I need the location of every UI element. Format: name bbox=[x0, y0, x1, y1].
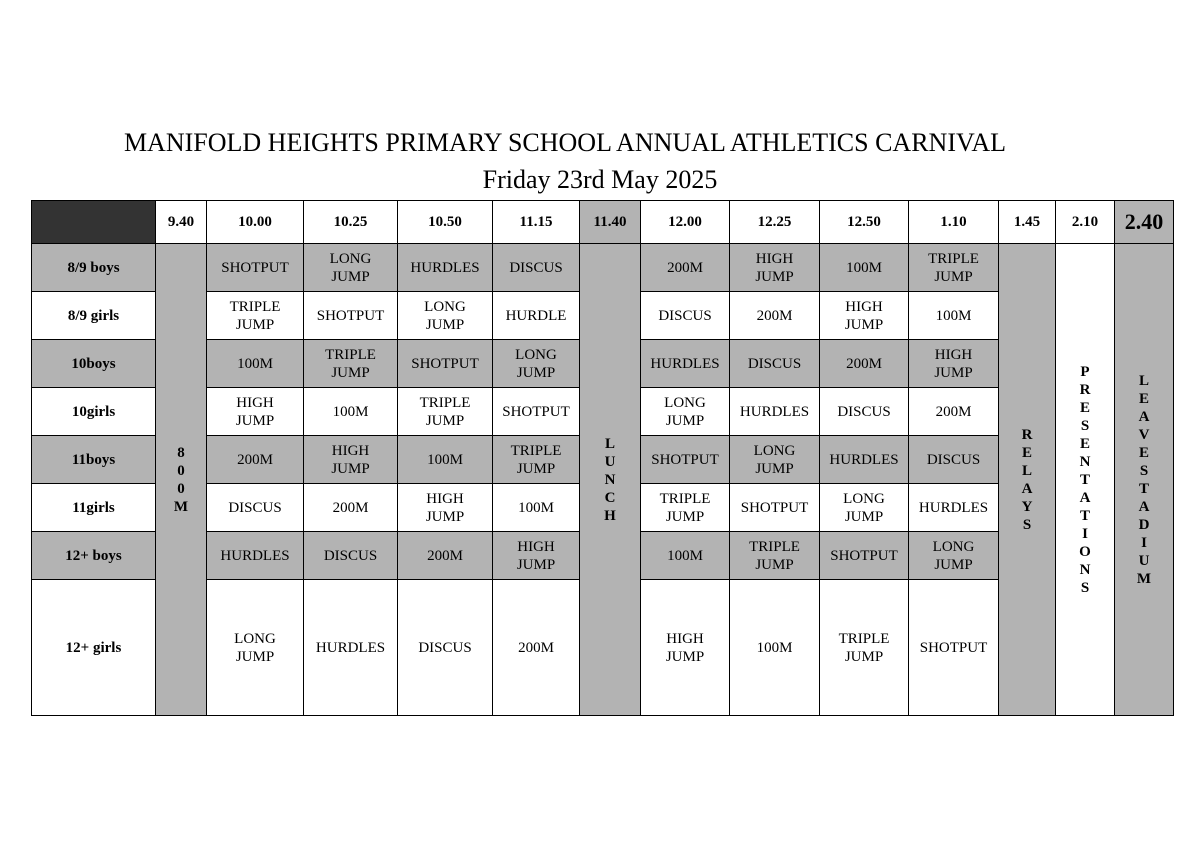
event-cell bbox=[641, 484, 730, 532]
event-cell bbox=[730, 532, 820, 580]
time-header-10-00: 10.00 bbox=[207, 201, 304, 244]
event-cell: SHOTPUT bbox=[641, 436, 730, 484]
event-cell bbox=[909, 340, 999, 388]
event-line: TRIPLE bbox=[510, 442, 562, 459]
event-cell: HURDLES bbox=[207, 532, 304, 580]
event-cell bbox=[820, 580, 909, 716]
group-label-line: 10 bbox=[71, 403, 87, 420]
block-relays-letter: E bbox=[1021, 444, 1032, 461]
block-relays-letter: Y bbox=[1021, 498, 1033, 515]
event-line: JUMP bbox=[516, 556, 556, 573]
group-label bbox=[32, 484, 156, 532]
event-cell bbox=[909, 532, 999, 580]
group-label: 12+ girls bbox=[32, 580, 156, 716]
block-relays-letter: R bbox=[1021, 426, 1033, 443]
block-lunch-letter: H bbox=[604, 507, 616, 524]
block-relays-letter: A bbox=[1021, 480, 1033, 497]
group-label bbox=[32, 388, 156, 436]
event-line: JUMP bbox=[235, 648, 275, 665]
event-cell: 200M bbox=[909, 388, 999, 436]
event-cell: HURDLES bbox=[730, 388, 820, 436]
event-cell: SHOTPUT bbox=[730, 484, 820, 532]
event-line: JUMP bbox=[235, 316, 275, 333]
event-cell bbox=[820, 484, 909, 532]
event-cell bbox=[641, 388, 730, 436]
group-label bbox=[32, 340, 156, 388]
event-line: TRIPLE bbox=[419, 394, 471, 411]
event-cell: 100M bbox=[641, 532, 730, 580]
event-cell: SHOTPUT bbox=[493, 388, 580, 436]
event-cell: HURDLES bbox=[641, 340, 730, 388]
event-line: HIGH bbox=[426, 490, 464, 507]
event-cell bbox=[304, 436, 398, 484]
event-line: LONG bbox=[515, 346, 557, 363]
event-line: LONG bbox=[753, 442, 796, 459]
event-line: JUMP bbox=[425, 508, 465, 525]
event-cell bbox=[398, 484, 493, 532]
event-cell: 100M bbox=[493, 484, 580, 532]
event-cell bbox=[730, 244, 820, 292]
block-presentations-letter: T bbox=[1079, 471, 1090, 488]
event-line: JUMP bbox=[844, 648, 884, 665]
page-title: MANIFOLD HEIGHTS PRIMARY SCHOOL ANNUAL ATHLETICS CARNIVAL bbox=[123, 128, 1007, 157]
event-cell: DISCUS bbox=[909, 436, 999, 484]
event-cell: DISCUS bbox=[493, 244, 580, 292]
time-header-9-40: 9.40 bbox=[156, 201, 207, 244]
event-cell bbox=[493, 532, 580, 580]
event-line: HIGH bbox=[845, 298, 883, 315]
time-header-11-15: 11.15 bbox=[493, 201, 580, 244]
event-line: JUMP bbox=[665, 508, 705, 525]
event-line: HIGH bbox=[934, 346, 973, 363]
event-cell bbox=[207, 292, 304, 340]
event-line: JUMP bbox=[425, 412, 465, 429]
event-cell: DISCUS bbox=[304, 532, 398, 580]
event-line: HIGH bbox=[755, 250, 794, 267]
event-cell: SHOTPUT bbox=[207, 244, 304, 292]
event-line: JUMP bbox=[331, 460, 370, 477]
block-leave-stadium-letter: E bbox=[1138, 444, 1149, 461]
group-label bbox=[32, 436, 156, 484]
event-line: JUMP bbox=[755, 556, 794, 573]
event-line: LONG bbox=[664, 394, 706, 411]
event-cell bbox=[493, 340, 580, 388]
block-presentations-letter: R bbox=[1079, 381, 1091, 398]
event-line: HIGH bbox=[236, 394, 274, 411]
time-header-1-10: 1.10 bbox=[909, 201, 999, 244]
event-line: LONG bbox=[843, 490, 885, 507]
event-line: TRIPLE bbox=[838, 630, 890, 647]
group-label-line: boys bbox=[86, 451, 116, 468]
event-line: TRIPLE bbox=[659, 490, 711, 507]
time-header-10-25: 10.25 bbox=[304, 201, 398, 244]
event-cell: DISCUS bbox=[730, 340, 820, 388]
block-presentations-letter: S bbox=[1080, 579, 1090, 596]
event-cell bbox=[730, 436, 820, 484]
block-lunch-letter: C bbox=[604, 489, 616, 506]
block-leave-stadium-letter: D bbox=[1138, 516, 1150, 533]
event-line: JUMP bbox=[934, 364, 973, 381]
event-cell bbox=[398, 292, 493, 340]
event-cell: 200M bbox=[641, 244, 730, 292]
event-cell: DISCUS bbox=[398, 580, 493, 716]
time-header-12-00: 12.00 bbox=[641, 201, 730, 244]
event-cell bbox=[909, 244, 999, 292]
block-lunch-letter: U bbox=[604, 453, 616, 470]
event-cell: 200M bbox=[304, 484, 398, 532]
event-line: JUMP bbox=[844, 316, 884, 333]
group-label-line: girls bbox=[86, 499, 115, 516]
block-leave-stadium-letter: L bbox=[1138, 372, 1149, 389]
block-presentations-letter: N bbox=[1079, 561, 1091, 578]
event-cell: 200M bbox=[207, 436, 304, 484]
time-header-12-25: 12.25 bbox=[730, 201, 820, 244]
group-label: 8/9 boys bbox=[32, 244, 156, 292]
group-label-line: 11 bbox=[72, 499, 87, 516]
event-cell: DISCUS bbox=[820, 388, 909, 436]
event-cell bbox=[493, 436, 580, 484]
event-line: JUMP bbox=[755, 460, 794, 477]
event-cell: HURDLES bbox=[398, 244, 493, 292]
event-cell bbox=[304, 244, 398, 292]
event-cell: 100M bbox=[730, 580, 820, 716]
block-leave-stadium-letter: V bbox=[1138, 426, 1150, 443]
event-line: LONG bbox=[932, 538, 975, 555]
event-cell: HURDLE bbox=[493, 292, 580, 340]
event-cell bbox=[641, 580, 730, 716]
time-header-1-45: 1.45 bbox=[999, 201, 1056, 244]
event-cell bbox=[207, 388, 304, 436]
block-800m-letter: 8 bbox=[177, 444, 185, 461]
event-line: JUMP bbox=[331, 268, 370, 285]
event-line: LONG bbox=[329, 250, 372, 267]
event-cell: 100M bbox=[398, 436, 493, 484]
event-cell bbox=[398, 388, 493, 436]
event-cell: 100M bbox=[909, 292, 999, 340]
block-leave-stadium-letter: A bbox=[1138, 498, 1150, 515]
block-leave-stadium-letter: E bbox=[1138, 390, 1149, 407]
block-relays-letter: S bbox=[1022, 516, 1032, 533]
time-header-11-40: 11.40 bbox=[580, 201, 641, 244]
event-cell: 200M bbox=[730, 292, 820, 340]
block-leave-stadium-letter: S bbox=[1139, 462, 1149, 479]
block-lunch-letter: N bbox=[604, 471, 616, 488]
event-line: TRIPLE bbox=[325, 346, 376, 363]
event-line: JUMP bbox=[331, 364, 370, 381]
block-leave-stadium-letter: T bbox=[1138, 480, 1149, 497]
event-cell: SHOTPUT bbox=[909, 580, 999, 716]
group-label: 12+ boys bbox=[32, 532, 156, 580]
event-line: JUMP bbox=[235, 412, 275, 429]
event-cell: DISCUS bbox=[207, 484, 304, 532]
event-cell: HURDLES bbox=[304, 580, 398, 716]
event-line: JUMP bbox=[665, 412, 705, 429]
event-line: TRIPLE bbox=[928, 250, 979, 267]
block-presentations-letter: O bbox=[1079, 543, 1091, 560]
block-presentations-letter: S bbox=[1080, 417, 1090, 434]
corner-cell bbox=[32, 201, 156, 244]
block-800m-letter: 0 bbox=[177, 462, 185, 479]
event-line: JUMP bbox=[425, 316, 465, 333]
group-label-line: girls bbox=[86, 403, 116, 420]
block-lunch-letter: L bbox=[604, 435, 615, 452]
block-presentations-letter: T bbox=[1079, 507, 1090, 524]
group-label-line: 10 bbox=[71, 355, 87, 372]
event-cell: 200M bbox=[493, 580, 580, 716]
event-cell: 100M bbox=[820, 244, 909, 292]
event-cell: 200M bbox=[398, 532, 493, 580]
block-relays bbox=[999, 244, 1056, 716]
event-line: JUMP bbox=[844, 508, 884, 525]
block-leave-stadium bbox=[1115, 244, 1174, 716]
block-presentations-letter: E bbox=[1079, 399, 1090, 416]
event-line: HIGH bbox=[666, 630, 704, 647]
group-label-line: 11 bbox=[71, 451, 86, 468]
time-header-12-50: 12.50 bbox=[820, 201, 909, 244]
time-header-10-50: 10.50 bbox=[398, 201, 493, 244]
event-cell: SHOTPUT bbox=[820, 532, 909, 580]
block-800m bbox=[156, 244, 207, 716]
block-lunch bbox=[580, 244, 641, 716]
block-leave-stadium-letter: U bbox=[1138, 552, 1150, 569]
time-header-2-10: 2.10 bbox=[1056, 201, 1115, 244]
group-label-line: boys bbox=[86, 355, 116, 372]
event-line: HIGH bbox=[331, 442, 370, 459]
block-800m-letter: M bbox=[173, 498, 189, 515]
event-line: JUMP bbox=[934, 556, 973, 573]
event-cell: 100M bbox=[207, 340, 304, 388]
block-leave-stadium-letter: I bbox=[1141, 534, 1147, 551]
event-line: JUMP bbox=[665, 648, 705, 665]
event-cell: 200M bbox=[820, 340, 909, 388]
event-line: JUMP bbox=[516, 460, 556, 477]
event-line: LONG bbox=[424, 298, 466, 315]
event-line: LONG bbox=[234, 630, 276, 647]
event-cell: SHOTPUT bbox=[398, 340, 493, 388]
event-cell: SHOTPUT bbox=[304, 292, 398, 340]
event-cell: 100M bbox=[304, 388, 398, 436]
event-cell bbox=[207, 580, 304, 716]
event-line: JUMP bbox=[755, 268, 794, 285]
block-presentations-letter: E bbox=[1079, 435, 1090, 452]
event-line: JUMP bbox=[934, 268, 973, 285]
block-presentations-letter: A bbox=[1079, 489, 1091, 506]
event-cell: HURDLES bbox=[909, 484, 999, 532]
header-row bbox=[32, 201, 1174, 244]
block-relays-letter: L bbox=[1021, 462, 1032, 479]
block-800m-letter: 0 bbox=[177, 480, 185, 497]
event-cell bbox=[820, 292, 909, 340]
event-cell: HURDLES bbox=[820, 436, 909, 484]
page-subtitle: Friday 23rd May 2025 bbox=[482, 165, 718, 194]
event-cell bbox=[304, 340, 398, 388]
timetable bbox=[31, 200, 1174, 716]
event-line: TRIPLE bbox=[229, 298, 281, 315]
table-row bbox=[32, 244, 1174, 292]
block-presentations-letter: N bbox=[1079, 453, 1091, 470]
event-line: HIGH bbox=[517, 538, 555, 555]
group-label: 8/9 girls bbox=[32, 292, 156, 340]
block-leave-stadium-letter: A bbox=[1138, 408, 1150, 425]
block-leave-stadium-letter: M bbox=[1136, 570, 1152, 587]
time-header-2-40: 2.40 bbox=[1115, 201, 1174, 244]
event-line: TRIPLE bbox=[749, 538, 800, 555]
block-presentations-letter: I bbox=[1082, 525, 1088, 542]
block-presentations-letter: P bbox=[1080, 363, 1090, 380]
block-presentations bbox=[1056, 244, 1115, 716]
event-cell: DISCUS bbox=[641, 292, 730, 340]
event-line: JUMP bbox=[516, 364, 556, 381]
